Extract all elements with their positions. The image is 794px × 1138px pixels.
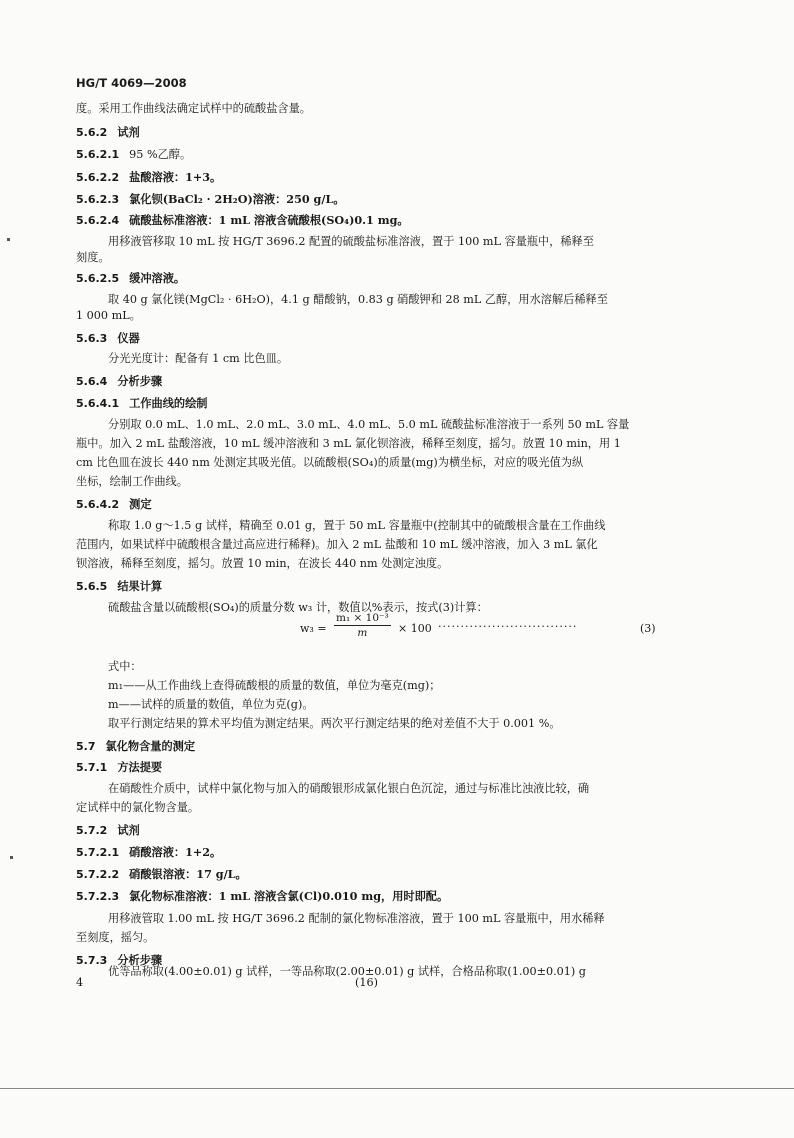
formula-leader-dots: ·······························	[438, 620, 578, 633]
section-heading	[76, 739, 195, 754]
scan-mark	[10, 856, 13, 859]
section-title: 硝酸溶液：1+2。	[129, 845, 222, 859]
body-text-line: 度。采用工作曲线法确定试样中的硫酸盐含量。	[76, 102, 311, 115]
section-heading	[76, 760, 162, 775]
body-text-line: 式中：	[108, 660, 142, 673]
section-title: 工作曲线的绘制	[129, 396, 208, 410]
section-title: 硝酸银溶液：17 g/L。	[129, 867, 247, 881]
section-number: 5.6.2.3	[76, 193, 120, 206]
section-heading	[76, 889, 448, 904]
document-code: HG/T 4069—2008	[76, 76, 187, 90]
section-heading	[76, 845, 221, 860]
formula-numerator: m₁ × 10⁻³	[336, 612, 389, 624]
section-title: 试剂	[117, 125, 140, 139]
section-title: 仪器	[117, 331, 140, 345]
section-heading	[76, 125, 140, 140]
section-number: 5.7.2	[76, 824, 108, 837]
section-number: 5.6.2.1	[76, 148, 120, 161]
formula-3	[300, 612, 660, 646]
section-number: 5.6.2.4	[76, 214, 120, 227]
scan-edge-line	[0, 1088, 794, 1089]
body-text-line: 1 000 mL。	[76, 309, 141, 322]
body-text-line: m₁——从工作曲线上查得硫酸根的质量的数值，单位为毫克(mg)；	[108, 679, 441, 692]
body-text-line: 瓶中。加入 2 mL 盐酸溶液，10 mL 缓冲溶液和 3 mL 氯化钡溶液，稀释至刻度，摇匀。放置 10 min，用 1	[76, 437, 621, 450]
section-heading	[76, 497, 152, 512]
section-heading	[76, 271, 185, 286]
body-text-line: 范围内，如果试样中硫酸根含量过高应进行稀释)。加入 2 mL 盐酸和 10 mL 缓冲溶液，加入 3 mL 氯化	[76, 538, 598, 551]
section-number: 5.6.2	[76, 126, 108, 139]
body-text-line: m——试样的质量的数值，单位为克(g)。	[108, 698, 314, 711]
body-text-line: 硫酸盐含量以硫酸根(SO₄)的质量分数 w₃ 计，数值以%表示，按式(3)计算：	[108, 601, 488, 614]
body-text-line: 称取 1.0 g～1.5 g 试样，精确至 0.01 g，置于 50 mL 容量瓶中(控制其中的硫酸根含量在工作曲线	[108, 519, 606, 532]
body-text-line: 坐标，绘制工作曲线。	[76, 475, 188, 488]
body-text-line: 用移液管移取 10 mL 按 HG/T 3696.2 配置的硫酸盐标准溶液，置于 100 mL 容量瓶中，稀释至	[108, 235, 594, 248]
formula-lhs: w₃ =	[300, 622, 327, 635]
section-heading	[76, 867, 247, 882]
body-text-line: 优等品称取(4.00±0.01) g 试样，一等品称取(2.00±0.01) g 试样，合格品称取(1.00±0.01) g	[108, 965, 586, 978]
scan-mark	[7, 238, 10, 241]
section-title: 分析步骤	[117, 374, 163, 388]
section-number: 5.7.2.2	[76, 868, 120, 881]
formula-number: (3)	[640, 622, 656, 635]
body-text-line: 在硝酸性介质中，试样中氯化物与加入的硝酸银形成氯化银白色沉淀，通过与标准比浊液比较，确	[108, 782, 590, 795]
section-number: 5.6.2.2	[76, 171, 120, 184]
section-heading	[76, 148, 191, 162]
section-heading	[76, 823, 140, 838]
section-number: 5.6.2.5	[76, 272, 120, 285]
section-heading	[76, 374, 162, 389]
section-number: 5.6.4	[76, 375, 108, 388]
section-number: 5.7.2.3	[76, 890, 120, 903]
section-title: 结果计算	[117, 579, 163, 593]
page-number: 4	[76, 976, 84, 989]
formula-fraction	[334, 612, 391, 639]
section-number: 5.7.2.1	[76, 846, 120, 859]
section-title: 硫酸盐标准溶液：1 mL 溶液含硫酸根(SO₄)0.1 mg。	[129, 213, 409, 227]
section-title: 方法提要	[117, 760, 163, 774]
formula-denominator: m	[357, 627, 368, 639]
body-text-line: 分别取 0.0 mL、1.0 mL、2.0 mL、3.0 mL、4.0 mL、5.0 mL 硫酸盐标准溶液于一系列 50 mL 容量	[108, 418, 630, 431]
body-text-line: 分光光度计：配备有 1 cm 比色皿。	[108, 352, 289, 365]
section-number: 5.7.1	[76, 761, 108, 774]
body-text-line: 用移液管取 1.00 mL 按 HG/T 3696.2 配制的氯化物标准溶液，置于 100 mL 容量瓶中，用水稀释	[108, 912, 605, 925]
section-number: 5.7.3	[76, 954, 108, 967]
body-text-line: 取 40 g 氯化镁(MgCl₂ · 6H₂O)，4.1 g 醋酸钠，0.83 g 硝酸钾和 28 mL 乙醇，用水溶解后稀释至	[108, 293, 608, 306]
section-number: 5.6.4.2	[76, 498, 120, 511]
section-number: 5.7	[76, 740, 96, 753]
section-title: 氯化物标准溶液：1 mL 溶液含氯(Cl)0.010 mg，用时即配。	[129, 889, 449, 903]
section-title: 试剂	[117, 823, 140, 837]
section-title: 测定	[129, 497, 152, 511]
section-heading	[76, 192, 345, 207]
body-text-line: 至刻度，摇匀。	[76, 931, 155, 944]
section-heading	[76, 213, 409, 228]
section-title: 盐酸溶液：1+3。	[129, 170, 222, 184]
section-title: 缓冲溶液。	[129, 271, 186, 285]
section-heading	[76, 579, 162, 594]
section-title: 95 %乙醇。	[129, 148, 192, 161]
formula-rhs: × 100	[398, 622, 432, 635]
page-marker: (16)	[355, 976, 378, 989]
body-text-line: 取平行测定结果的算术平均值为测定结果。两次平行测定结果的绝对差值不大于 0.001 %。	[108, 717, 561, 730]
section-title: 分析步骤	[117, 953, 163, 967]
section-number: 5.6.5	[76, 580, 108, 593]
body-text-line: 刻度。	[76, 251, 110, 264]
section-title: 氯化钡(BaCl₂ · 2H₂O)溶液：250 g/L。	[129, 192, 345, 206]
section-heading	[76, 170, 221, 185]
body-text-line: 定试样中的氯化物含量。	[76, 801, 200, 814]
section-title: 氯化物含量的测定	[105, 739, 196, 753]
section-heading	[76, 396, 207, 411]
section-heading	[76, 331, 140, 346]
section-number: 5.6.3	[76, 332, 108, 345]
body-text-line: 钡溶液，稀释至刻度，摇匀。放置 10 min，在波长 440 nm 处测定浊度。	[76, 557, 449, 570]
body-text-line: cm 比色皿在波长 440 nm 处测定其吸光值。以硫酸根(SO₄)的质量(mg)为横坐标，对应的吸光值为纵	[76, 456, 584, 469]
section-number: 5.6.4.1	[76, 397, 120, 410]
